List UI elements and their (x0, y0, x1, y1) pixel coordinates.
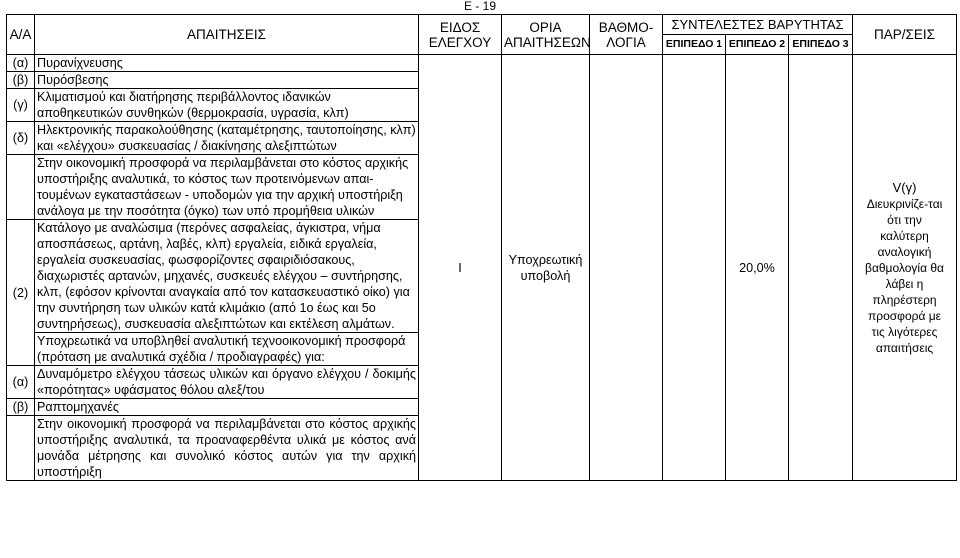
row-sub-b-text: Ραπτομηχανές (35, 399, 419, 416)
header-limit-line1: ΟΡΙΑ (529, 19, 562, 35)
limit-line1: Υποχρεωτική (508, 252, 583, 267)
row-b-label: (β) (7, 72, 35, 89)
header-grade (590, 15, 663, 55)
grade-cell (590, 55, 663, 481)
row-main-text2: Υποχρεωτικά να υποβληθεί αναλυτική τεχνοοικονομική προσφορά (πρόταση με αναλυτικά σχέδια / προδιαγραφές) για: (35, 333, 419, 366)
header-limit (502, 15, 590, 55)
level3-cell (789, 55, 853, 481)
check-type-cell (419, 55, 502, 481)
header-limit-line2: ΑΠΑΙΤΗΣΕΩΝ (504, 34, 591, 50)
row-c-text: Κλιματισμού και διατήρησης περιβάλλοντος ιδανικών αποθηκευτικών συνθηκών (θερμοκρασία, υγρασία, κλπ) (35, 89, 419, 122)
header-level2: ΕΠΙΠΕΔΟ 2 (726, 35, 789, 55)
level2-value: 20,0% (739, 260, 775, 275)
row-sub-b-label: (β) (7, 399, 35, 416)
header-level1: ΕΠΙΠΕΔΟ 1 (663, 35, 726, 55)
row-cost-text: Στην οικονομική προσφορά να περιλαμβάνεται στο κόστος αρχικής υποστήριξης αναλυτικά, το κόστος των προτεινόμενων απαι-τουμένων εγκαταστάσεων - υποδομών για την αρχική υποστήριξη ανάλογα με την ποσότητα (όγκο) των υπό προμήθεια υλικών (35, 155, 419, 220)
row-main-text: Κατάλογο με αναλώσιμα (περόνες ασφαλείας, άγκιστρα, νήμα αποσπάσεως, αρτάνη, λαβές, κλπ) εργαλεία, ειδικά εργαλεία, εργαλεία συσκευασίας, φωσφορίζοντες σφαιριδιόσακους, διαχωριστές αρτανών, μηχανές, συσκευές ελέγχου – συντήρησης, κλπ, (εφόσον κρίνονται αναγκαία από τον κατασκευαστικό οίκο) για την συντήρηση των υλικών κατά κλιμάκιο (από 1ο έως και 5ο συντηρήσεως), συσκευασία αλεξιπτώτων και εκτέλεση αλμάτων. (35, 220, 419, 333)
header-check-type-line2: ΕΛΕΓΧΟΥ (428, 34, 492, 50)
row-sub-a-text: Δυναμόμετρο ελέγχου τάσεως υλικών και όργανο ελέγχου / δοκιμής «πορότητας» υφάσματος θόλου αλεξ/του (35, 366, 419, 399)
header-level3: ΕΠΙΠΕΔΟ 3 (789, 35, 853, 55)
header-grade-line2: ΛΟΓΙΑ (606, 34, 646, 50)
header-grade-line1: ΒΑΘΜΟ- (598, 19, 654, 35)
limit-line2: υποβολή (520, 268, 571, 283)
row-sub-a-label: (α) (7, 366, 35, 399)
header-weights: ΣΥΝΤΕΛΕΣΤΕΣ ΒΑΡΥΤΗΤΑΣ (663, 15, 853, 35)
limit-cell (502, 55, 590, 481)
requirements-table (6, 14, 957, 481)
header-check-type-line1: ΕΙΔΟΣ (439, 19, 481, 35)
row-d-label: (δ) (7, 122, 35, 155)
notes-cell (853, 55, 957, 481)
row-final-label (7, 416, 35, 481)
row-d-text: Ηλεκτρονικής παρακολούθησης (καταμέτρησης, ταυτοποίησης, κλπ) και «ελέγχου» συσκευασίας / διακίνησης αλεξιπτώτων (35, 122, 419, 155)
page-number: Ε - 19 (463, 0, 496, 13)
row-main-label: (2) (7, 220, 35, 366)
header-aa: Α/Α (7, 15, 35, 55)
row-b-text: Πυρόσβεσης (35, 72, 419, 89)
row-final-text: Στην οικονομική προσφορά να περιλαμβάνεται στο κόστος αρχικής υποστήριξης αναλυτικά, τα προαναφερθέντα υλικά με κόστος ανά μονάδα μέτρησης και συνολικό κόστος αυτών για την αρχική υποστήριξη (35, 416, 419, 481)
note-text: Διευκρινίζε-ται ότι την καλύτερη αναλογική βαθμολογία θα λάβει η πληρέστερη προσφορά με τις λιγότερες απαιτήσεις (865, 196, 944, 355)
row-cost-label (7, 155, 35, 220)
row-a-text: Πυρανίχνευσης (35, 55, 419, 72)
header-notes: ΠΑΡ/ΣΕΙΣ (853, 15, 957, 55)
row-a-label: (α) (7, 55, 35, 72)
note-title: V(γ) (892, 179, 917, 195)
level1-cell (663, 55, 726, 481)
check-type-value: Ι (458, 260, 462, 275)
header-requirements: ΑΠΑΙΤΗΣΕΙΣ (35, 15, 419, 55)
header-check-type (419, 15, 502, 55)
row-c-label: (γ) (7, 89, 35, 122)
level2-cell (726, 55, 789, 481)
